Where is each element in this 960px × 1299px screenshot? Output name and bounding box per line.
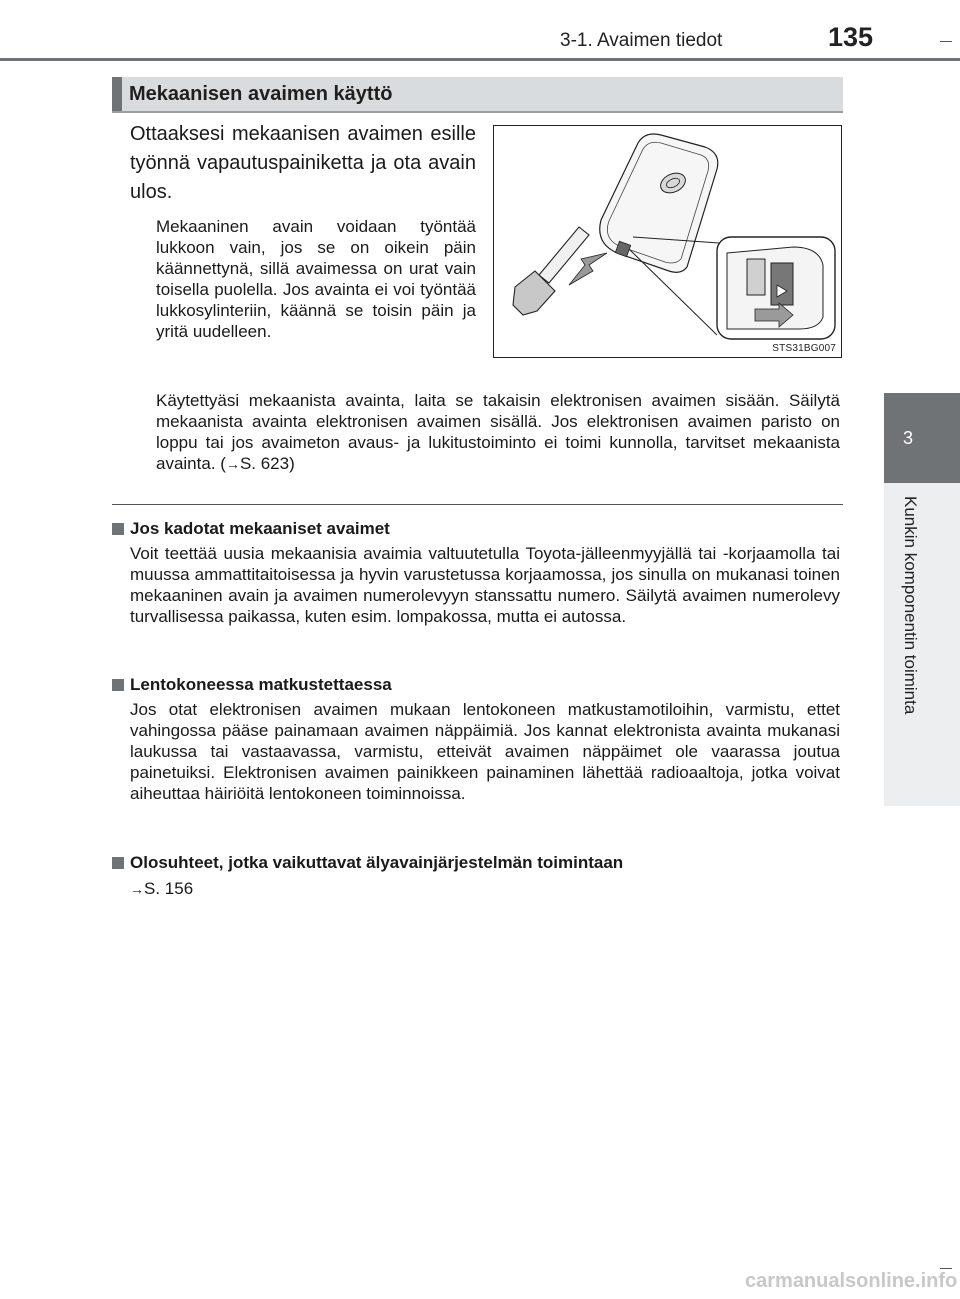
chapter-title: Kunkin komponentin toiminta bbox=[901, 496, 920, 715]
topic-body-lost-keys: Voit teettää uusia mekaanisia avaimia valtuutetulla Toyota-jälleenmyyjällä tai -korjaamolla tai muussa ammattitaitoisessa ja hyvin varustetussa korjaamossa, jos sinulla on mukanasi toinen mekaaninen avain ja avaimen numerolevyyn stanssattu numero. Säilytä avaimen numerolevy turvallisessa paikassa, kuten esim. lompakossa, mutta ei autossa. bbox=[130, 544, 840, 626]
topic-heading-airplane bbox=[112, 674, 392, 695]
note-paragraph: Mekaaninen avain voidaan työntää lukkoon vain, jos se on oikein päin käännettynä, sillä avaimessa on urat vain toisella puolella. Jos avainta ei voi työntää lukkosylinteriin, käännä se toisin päin ja yritä uudelleen. bbox=[156, 217, 476, 341]
arrow-ref-icon: → bbox=[225, 456, 240, 472]
crop-mark bbox=[940, 41, 952, 42]
chapter-tab bbox=[884, 393, 960, 483]
square-bullet-icon bbox=[112, 523, 124, 535]
page-number: 135 bbox=[828, 22, 874, 52]
topic-heading-text: Jos kadotat mekaaniset avaimet bbox=[130, 519, 390, 538]
key-illustration bbox=[493, 125, 842, 358]
arrow-ref-icon: → bbox=[130, 881, 144, 897]
topic-heading-lost-keys bbox=[112, 518, 390, 539]
section-title-bar bbox=[112, 77, 843, 113]
topic-heading-text: Lentokoneessa matkustettaessa bbox=[130, 675, 392, 694]
section-divider bbox=[112, 504, 843, 505]
square-bullet-icon bbox=[112, 857, 124, 869]
section-title: Mekaanisen avaimen käyttö bbox=[129, 83, 393, 105]
lead-paragraph: Ottaaksesi mekaanisen avaimen esille työnnä vapautuspainiketta ja ota avain ulos. bbox=[130, 123, 476, 203]
page-reference: S. 623) bbox=[239, 454, 295, 473]
topic-heading-text: Olosuhteet, jotka vaikuttavat älyavainjärjestelmän toimintaan bbox=[130, 853, 624, 872]
return-key-paragraph bbox=[156, 390, 840, 475]
topic-body-airplane: Jos otat elektronisen avaimen mukaan lentokoneen matkustamotiloihin, varmistu, ettet vahingossa pääse painamaan avaimen näppäimiä. Jos kannat elektronista avainta mukanasi laukussa tai vastaavassa, varmistu, etteivät avaimen näppäimet ole vaarassa joutua painetuiksi. Elektronisen avaimen painikkeen painaminen lähettää radioaaltoja, jotka voivat aiheuttaa häiriöitä lentokoneen toiminnoissa. bbox=[130, 700, 840, 803]
header-section-label: 3-1. Avaimen tiedot bbox=[560, 30, 723, 51]
figure-code: STS31BG007 bbox=[772, 343, 836, 354]
crop-mark bbox=[940, 1268, 952, 1269]
watermark: carmanualsonline.info bbox=[745, 1270, 958, 1292]
topic-heading-conditions bbox=[112, 852, 623, 873]
chapter-number: 3 bbox=[902, 428, 913, 448]
return-key-text: Käytettyäsi mekaanista avainta, laita se takaisin elektronisen avaimen sisään. Säilytä mekaanista avainta elektronisen avaimen sisällä. Jos elektronisen avaimen paristo on loppu tai jos avaimeton avaus- ja lukitustoiminto ei toimi kunnolla, tarvitset mekaanista avainta. ( bbox=[156, 391, 840, 473]
topic-body-conditions bbox=[130, 878, 840, 900]
header-rule bbox=[0, 58, 960, 61]
page-reference: S. 156 bbox=[144, 879, 194, 898]
square-bullet-icon bbox=[112, 679, 124, 691]
key-figure bbox=[493, 125, 842, 358]
section-bar-accent bbox=[112, 77, 122, 111]
